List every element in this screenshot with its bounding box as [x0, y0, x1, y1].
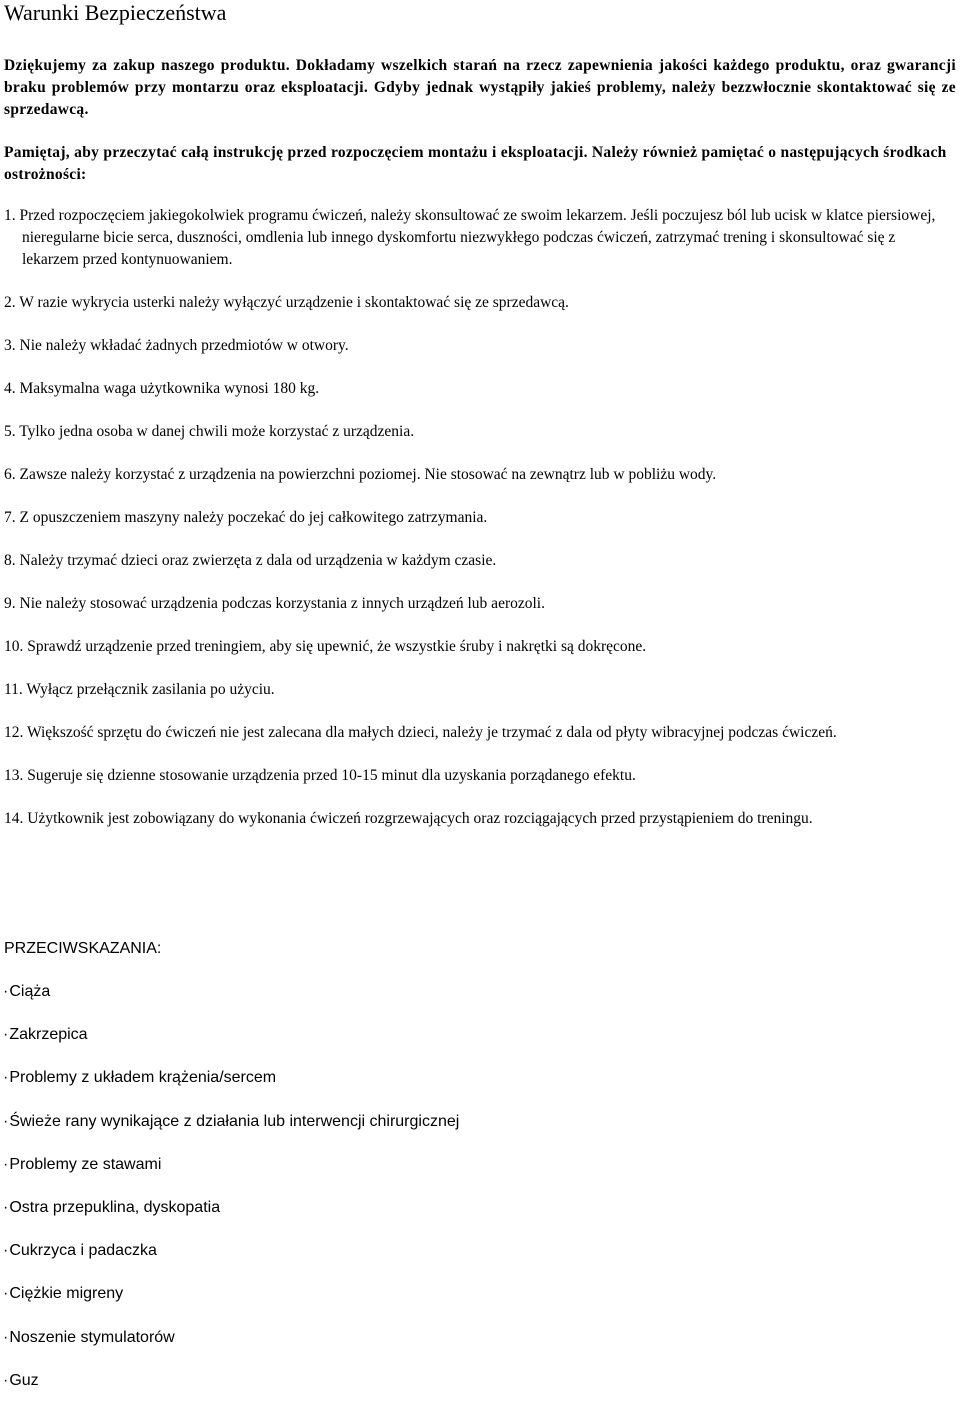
contraindication-text: Ostra przepuklina, dyskopatia	[9, 1198, 221, 1216]
rule-text: Sprawdź urządzenie przed treningiem, aby się upewnić, że wszystkie śruby i nakrętki są dokręcone.	[27, 638, 647, 655]
contraindication-text: Problemy ze stawami	[9, 1155, 162, 1173]
rule-text: W razie wykrycia usterki należy wyłączyć urządzenie i skontaktować się ze sprzedawcą.	[19, 294, 569, 311]
rule-number: 12.	[4, 724, 24, 741]
safety-rule	[4, 205, 954, 271]
contraindication-item	[3, 1327, 459, 1370]
contraindication-text: Ciąża	[9, 983, 51, 1000]
bullet-icon: ·	[3, 1371, 9, 1389]
safety-rule	[4, 550, 954, 572]
rule-text: Tylko jedna osoba w danej chwili może korzystać z urządzenia.	[19, 423, 415, 440]
safety-rule	[4, 292, 954, 314]
safety-rule	[4, 464, 954, 486]
rule-number: 3.	[4, 337, 16, 354]
rule-text: Należy trzymać dzieci oraz zwierzęta z dala od urządzenia w każdym czasie.	[19, 552, 497, 569]
safety-rule	[4, 679, 954, 701]
contraindications-list	[3, 981, 459, 1413]
contraindications-heading: PRZECIWSKAZANIA:	[4, 940, 162, 957]
rule-number: 11.	[4, 681, 23, 698]
contraindication-text: Guz	[9, 1371, 39, 1389]
contraindication-item	[3, 1197, 459, 1240]
rule-text: Nie należy wkładać żadnych przedmiotów w otwory.	[19, 337, 349, 354]
contraindication-item	[3, 1370, 459, 1413]
bullet-icon: ·	[3, 1328, 9, 1346]
bullet-icon: ·	[3, 1198, 9, 1216]
bullet-icon: ·	[3, 1242, 9, 1260]
rule-text: Sugeruje się dzienne stosowanie urządzenia przed 10-15 minut dla uzyskania porządanego efektu.	[27, 767, 636, 784]
safety-rules-list	[4, 205, 954, 830]
safety-rule	[4, 722, 954, 744]
page-title: Warunki Bezpieczeństwa	[4, 0, 227, 25]
rule-text: Przed rozpoczęciem jakiegokolwiek programu ćwiczeń, należy skonsultować ze swoim lekarzem. Jeśli poczujesz ból lub ucisk w klatce piersiowej, nieregularne bicie serca, duszności, omdlenia lub innego dyskomfortu niezwykłego podczas ćwiczeń, zatrzymać trening i skonsultować się z lekarzem przed kontynuowaniem.	[19, 207, 936, 268]
rule-text: Wyłącz przełącznik zasilania po użyciu.	[26, 681, 275, 698]
rule-number: 7.	[4, 509, 16, 526]
bullet-icon: ·	[3, 1069, 9, 1087]
contraindication-item	[3, 1240, 459, 1283]
rule-text: Większość sprzętu do ćwiczeń nie jest zalecana dla małych dzieci, należy je trzymać z dala od płyty wibracyjnej podczas ćwiczeń.	[26, 724, 837, 741]
reminder-paragraph: Pamiętaj, aby przeczytać całą instrukcję przed rozpoczęciem montażu i eksploatacji. Należy również pamiętać o następujących środkach ostrożności:	[4, 144, 947, 183]
rule-number: 13.	[4, 767, 24, 784]
bullet-icon: ·	[3, 1155, 9, 1173]
rule-text: Nie należy stosować urządzenia podczas korzystania z innych urządzeń lub aerozoli.	[19, 595, 545, 612]
safety-rule	[4, 335, 954, 357]
rule-number: 1.	[4, 207, 16, 224]
rule-number: 14.	[4, 810, 24, 827]
rule-number: 9.	[4, 595, 16, 612]
contraindication-item	[3, 1024, 459, 1067]
bullet-icon: ·	[3, 1026, 9, 1044]
safety-rule	[4, 636, 954, 658]
safety-rule	[4, 507, 954, 529]
rule-text: Zawsze należy korzystać z urządzenia na powierzchni poziomej. Nie stosować na zewnątrz lub w pobliżu wody.	[19, 466, 717, 483]
contraindication-item	[3, 1154, 459, 1197]
rule-number: 6.	[4, 466, 16, 483]
contraindication-text: Świeże rany wynikające z działania lub interwencji chirurgicznej	[9, 1112, 460, 1130]
contraindication-text: Cukrzyca i padaczka	[9, 1242, 157, 1260]
rule-number: 8.	[4, 552, 16, 569]
contraindication-text: Problemy z układem krążenia/sercem	[9, 1069, 277, 1087]
bullet-icon: ·	[3, 983, 9, 1000]
contraindication-item	[3, 1111, 459, 1154]
contraindication-item	[3, 981, 459, 1024]
safety-rule	[4, 765, 954, 787]
bullet-icon: ·	[3, 1112, 9, 1130]
bullet-icon: ·	[3, 1285, 9, 1303]
rule-text: Maksymalna waga użytkownika wynosi 180 kg.	[19, 380, 320, 397]
rule-number: 2.	[4, 294, 16, 311]
rule-text: Użytkownik jest zobowiązany do wykonania ćwiczeń rozgrzewających oraz rozciągających przed przystąpieniem do treningu.	[27, 810, 813, 827]
contraindication-text: Zakrzepica	[9, 1026, 88, 1044]
contraindication-text: Ciężkie migreny	[9, 1285, 124, 1303]
safety-rule	[4, 808, 954, 830]
safety-rule	[4, 593, 954, 615]
intro-paragraph: Dziękujemy za zakup naszego produktu. Dokładamy wszelkich starań na rzecz zapewnienia jakości każdego produktu, oraz gwarancji braku problemów przy montarzu oraz eksploatacji. Gdyby jednak wystąpiły jakieś problemy, należy bezzwłocznie skontaktować się ze sprzedawcą.	[4, 57, 956, 118]
rule-number: 4.	[4, 380, 16, 397]
contraindication-item	[3, 1067, 459, 1110]
rule-text: Z opuszczeniem maszyny należy poczekać do jej całkowitego zatrzymania.	[19, 509, 488, 526]
rule-number: 10.	[4, 638, 24, 655]
safety-rule	[4, 378, 954, 400]
contraindication-item	[3, 1283, 459, 1326]
safety-rule	[4, 421, 954, 443]
rule-number: 5.	[4, 423, 16, 440]
contraindication-text: Noszenie stymulatorów	[9, 1328, 175, 1346]
